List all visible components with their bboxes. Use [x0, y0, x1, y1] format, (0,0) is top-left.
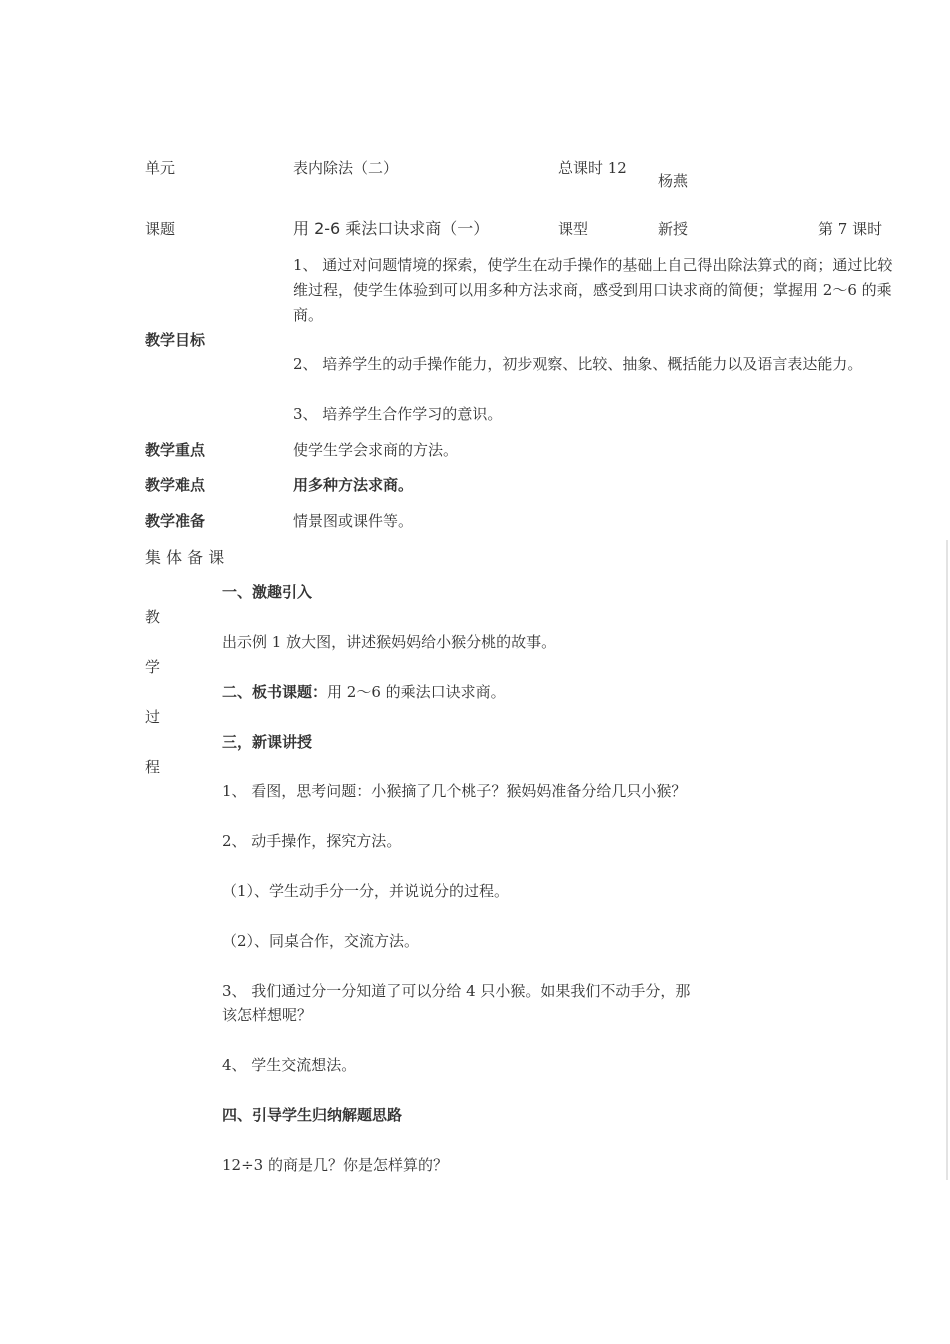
objective-1-line-3: 商。: [293, 306, 324, 324]
preparation-label: 教学准备: [145, 512, 206, 530]
section-1-text: 出示例 1 放大图，讲述猴妈妈给小猴分桃的故事。: [222, 633, 557, 651]
unit-value: 表内除法（二）: [293, 159, 399, 177]
process-side-char-2: 学: [145, 658, 161, 676]
key-point-label: 教学重点: [145, 441, 206, 459]
section-4-heading: 四、引导学生归纳解题思路: [222, 1106, 403, 1124]
section-2-text: 用 2～6 的乘法口诀求商。: [327, 683, 506, 701]
section-3-item-2b: （2）、同桌合作，交流方法。: [222, 932, 420, 950]
section-2-line: [222, 682, 506, 702]
teacher-name: 杨燕: [658, 172, 689, 190]
difficulty-value: 用多种方法求商。: [293, 476, 414, 494]
difficulty-label: 教学难点: [145, 476, 206, 494]
lesson-number: 第 7 课时: [818, 220, 883, 238]
total-hours: 总课时 12: [558, 159, 627, 177]
section-3-item-2: 2、 动手操作，探究方法。: [222, 832, 402, 850]
key-point-value: 使学生学会求商的方法。: [293, 441, 459, 459]
topic-label: 课题: [145, 220, 176, 238]
type-value: 新授: [658, 220, 689, 238]
unit-label: 单元: [145, 159, 176, 177]
section-3-item-1: 1、 看图，思考问题：小猴摘了几个桃子？猴妈妈准备分给几只小猴？: [222, 782, 687, 800]
objective-1-line-2: 维过程，使学生体验到可以用多种方法求商，感受到用口诀求商的简便；掌握用 2～6 的乘: [293, 281, 892, 299]
group-prep-heading: 集 体 备 课: [145, 548, 225, 567]
page-edge-divider: [946, 540, 948, 1180]
objectives-label: 教学目标: [145, 331, 206, 349]
section-1-heading: 一、激趣引入: [222, 583, 313, 601]
section-3-item-2a: （1）、学生动手分一分，并说说分的过程。: [222, 882, 510, 900]
section-3-item-3-line-1: 3、 我们通过分一分知道了可以分给 4 只小猴。如果我们不动手分，那: [222, 982, 691, 1000]
section-3-item-4: 4、 学生交流想法。: [222, 1056, 357, 1074]
objective-3: 3、 培养学生合作学习的意识。: [293, 405, 503, 423]
process-side-char-3: 过: [145, 708, 161, 726]
section-3-heading: 三，新课讲授: [222, 733, 313, 751]
section-4-text: 12÷3 的商是几？你是怎样算的？: [222, 1156, 448, 1174]
process-side-char-4: 程: [145, 758, 161, 776]
section-2-heading: 二、板书课题：: [222, 683, 328, 701]
process-side-char-1: 教: [145, 608, 161, 626]
preparation-value: 情景图或课件等。: [293, 512, 414, 530]
section-3-item-3-line-2: 该怎样想呢？: [222, 1006, 313, 1024]
objective-1-line-1: 1、 通过对问题情境的探索，使学生在动手操作的基础上自己得出除法算式的商；通过比较: [293, 256, 893, 274]
topic-value: 用 2-6 乘法口诀求商（一）: [293, 219, 490, 238]
objective-2: 2、 培养学生的动手操作能力，初步观察、比较、抽象、概括能力以及语言表达能力。: [293, 355, 863, 373]
type-label: 课型: [558, 220, 589, 238]
